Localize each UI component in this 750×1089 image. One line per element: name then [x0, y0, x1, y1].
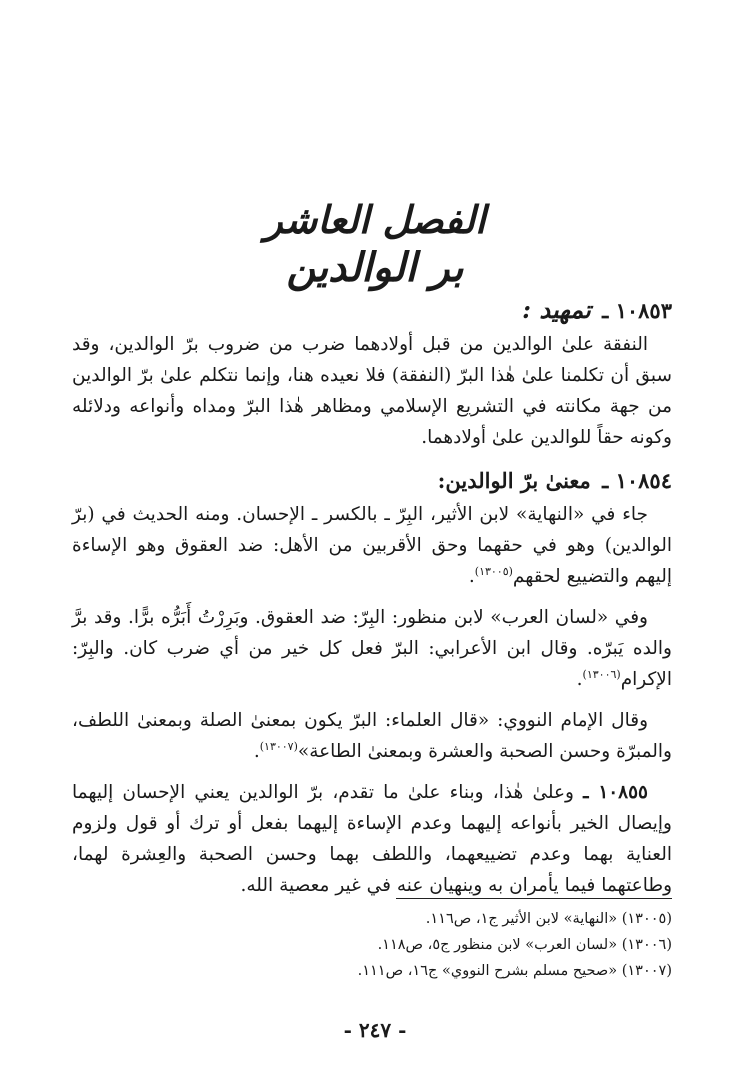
footnote-mark[interactable]: (١٣٠٠٧): [259, 739, 298, 753]
paragraph-conclusion: [72, 777, 672, 901]
footnote: (١٣٠٠٥) «النهاية» لابن الأثير ج١، ص١١٦.: [425, 911, 672, 927]
section-title: تمهيد :: [522, 295, 591, 324]
paragraph-lisan: وفي «لسان العرب» لابن منظور: البِرّ: ضد العقوق. وبَرِرْتُ أَبَرُّه برًّا. وقد برَّ والده يَبرّه. وقال ابن الأعرابي: البرّ فعل كل خير من أي ضرب كان. والبِرّ: الإكرام$^{(١٣٠٠٦)}$.: [72, 607, 672, 690]
section-number: ١٠٨٥٣ ـ: [602, 298, 672, 323]
chapter-subtitle: بر الوالدين: [286, 244, 464, 291]
footnote: (١٣٠٠٧) «صحيح مسلم بشرح النووي» ج١٦، ص١١١.: [357, 963, 672, 979]
paragraph-nawawi: وقال الإمام النووي: «قال العلماء: البرّ يكون بمعنىٰ الصلة وبمعنىٰ اللطف، والمبرّة وحسن الصحبة والعشرة وبمعنىٰ الطاعة»$^{(١٣٠٠٧)}$.: [72, 710, 672, 762]
footnote-divider: [396, 898, 672, 899]
footnote: (١٣٠٠٦) «لسان العرب» لابن منظور ج٥، ص١١٨.: [377, 937, 672, 953]
page-number: - ٢٤٧ -: [343, 1018, 407, 1042]
paragraph-nihaya: جاء في «النهاية» لابن الأثير، البِرّ ـ بالكسر ـ الإحسان. ومنه الحديث في (برّ الوالدين) وهو في حقهما وحق الأقربين من الأهل: ضد العقوق وهو الإساءة إليهم والتضييع لحقهم$^{(١٣٠٠٥)}$.: [72, 504, 672, 587]
footnotes: [72, 906, 672, 984]
footnote-mark[interactable]: (١٣٠٠٥): [474, 564, 513, 578]
section-heading-intro: [72, 292, 672, 329]
section-heading-meaning: [72, 463, 672, 499]
paragraph: النفقة علىٰ الوالدين من قبل أولادهما ضرب من ضروب برّ الوالدين، وقد سبق أن تكلمنا علىٰ هٰذا البرّ (النفقة) فلا نعيده هنا، وإنما نتكلم علىٰ برّ الوالدين من جهة مكانته في التشريع الإسلامي ومظاهر هٰذا البرّ ومداه وأنواعه ودلائله وكونه حقاً للوالدين علىٰ أولادهما.: [72, 334, 672, 448]
paragraph-text: وعلىٰ هٰذا، وبناء علىٰ ما تقدم، برّ الوالدين يعني الإحسان إليهما وإيصال الخير بأنواعه إليهما وعدم الإساءة إليهما بفعل أو ترك أو قول ولزوم العناية بهما وعدم تضييعهما، واللطف بهما وحسن الصحبة والعِشرة لهما، وطاعتهما فيما يأمران به وينهيان عنه في غير معصية الله.: [72, 782, 672, 896]
section-number: ١٠٨٥٤ ـ: [602, 468, 672, 493]
main-text: [72, 292, 672, 911]
paragraph-text: جاء في «النهاية» لابن الأثير، البِرّ ـ بالكسر ـ الإحسان. ومنه الحديث في (برّ الوالدين) وهو في حقهما وحق الأقربين من الأهل: ضد العقوق وهو الإساءة إليهم والتضييع لحقهم: [72, 504, 672, 587]
footnote-mark[interactable]: (١٣٠٠٦): [582, 667, 621, 681]
paragraph-text: وفي «لسان العرب» لابن منظور: البِرّ: ضد العقوق. وبَرِرْتُ أَبَرُّه برًّا. وقد برَّ والده يَبرّه. وقال ابن الأعرابي: البرّ فعل كل خير من أي ضرب كان. والبِرّ: الإكرام: [72, 607, 672, 690]
paragraph-text: وقال الإمام النووي: «قال العلماء: البرّ يكون بمعنىٰ الصلة وبمعنىٰ اللطف، والمبرّة وحسن الصحبة والعشرة وبمعنىٰ الطاعة»: [72, 710, 672, 762]
section-number: ١٠٨٥٥ ـ: [583, 782, 648, 803]
chapter-title: الفصل العاشر: [264, 197, 486, 242]
section-title: معنىٰ برّ الوالدين:: [437, 468, 591, 493]
